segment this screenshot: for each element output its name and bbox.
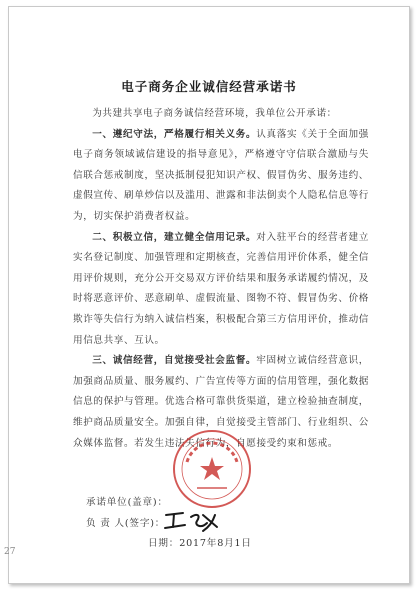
seal-star-icon [175,432,249,506]
section-3-lead: 三、诚信经营，自觉接受社会监督。 [92,355,257,367]
person-label: 负 责 人(签字)： [86,517,166,529]
edge-mark: 27 [4,547,16,557]
intro-paragraph: 为共建共享电子商务诚信经营环境，我单位公开承诺： [92,108,337,119]
document-title: 电子商务企业诚信经营承诺书 [121,79,297,94]
date-row [86,534,366,555]
unit-label: 承诺单位(盖章)： [86,497,168,508]
company-seal-stamp [173,430,251,508]
date-value: 2017年8月1日 [179,538,252,550]
document-body [73,104,369,454]
date-label: 日期： [148,538,180,550]
section-1 [73,125,369,228]
handwritten-signature [163,509,223,535]
section-3-text: 牢固树立诚信经营意识，加强商品质量、服务履约、广告宣传等方面的信用管理，强化数据信息的保护与管理。优选合格可靠供货渠道，建立检验抽查制度，维护商品质量安全。加强自律，自觉接受主管部门、行业组织、公众媒体监督。若发生违法失信行为，自愿接受约束和惩戒。 [73,355,369,449]
document-page [8,6,410,584]
person-row [86,514,366,535]
section-2-text: 对入驻平台的经营者建立实名登记制度、加强管理和定期核查，完善信用评价体系，健全信用评价规则，充分公开交易双方评价结果和服务承诺履约情况，及时将恶意评价、恶意刷单、虚假流量、图物不符、假冒伪劣、价格欺诈等失信行为纳入诚信档案，积极配合第三方信用评价，推动信用信息共享、互认。 [73,231,369,346]
section-1-text: 认真落实《关于全面加强电子商务领域诚信建设的指导意见》，严格遵守守信联合激励与失信联合惩戒制度，坚决抵制侵犯知识产权、假冒伪劣、服务违约、虚假宣传、刷单炒信以及滥用、泄露和非法倒卖个人隐私信息等行为，切实保护消费者权益。 [73,128,369,222]
section-2-lead: 二、积极立信，建立健全信用记录。 [92,231,257,243]
section-1-lead: 一、遵纪守法，严格履行相关义务。 [92,128,257,140]
section-2 [73,228,369,352]
